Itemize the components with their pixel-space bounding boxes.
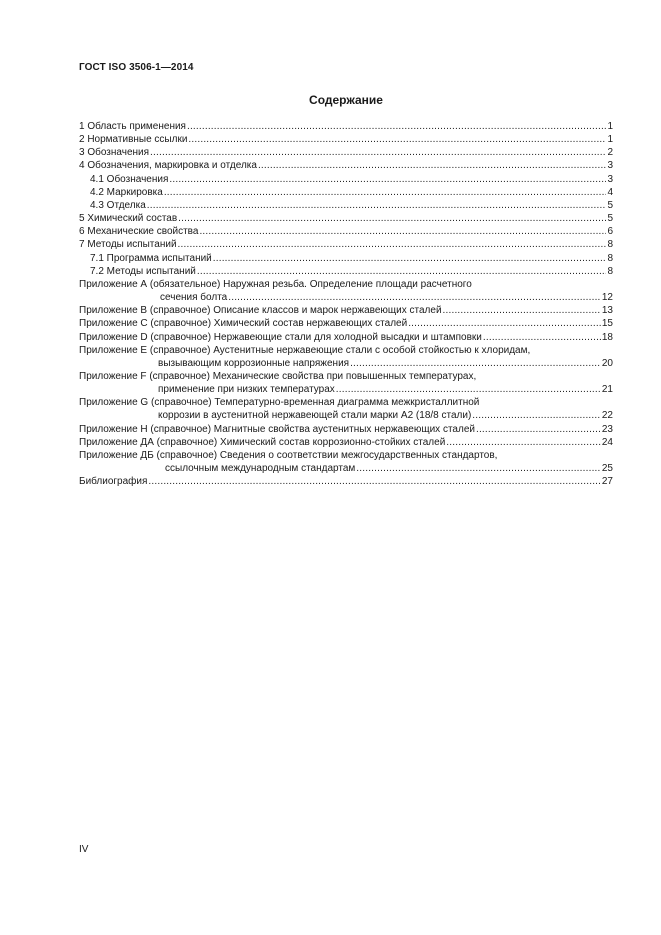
toc-appendix-entry[interactable]	[79, 436, 613, 449]
dot-leader	[258, 159, 607, 172]
toc-entry-label: Приложение ДА (справочное) Химический состав коррозионно-стойких сталей	[79, 436, 446, 448]
dot-leader	[228, 291, 601, 304]
toc-entry-page: 22	[601, 410, 613, 422]
dot-leader	[164, 186, 607, 199]
toc-entry-label-continued: применение при низких температурах	[158, 384, 335, 396]
toc-entry-label: 4.2 Маркировка	[90, 186, 163, 198]
dot-leader	[443, 304, 601, 317]
toc-entry-page: 18	[601, 331, 613, 343]
toc-entry-label: 1 Область применения	[79, 121, 186, 132]
toc-entry-label: Приложение F (справочное) Механические свойства при повышенных температурах,	[79, 370, 477, 382]
toc-entry[interactable]	[79, 212, 613, 225]
toc-entry-page: 23	[601, 423, 613, 435]
toc-appendix-entry[interactable]	[79, 370, 613, 396]
toc-subentry[interactable]	[79, 199, 613, 212]
toc-entry-label: Библиография	[79, 476, 148, 488]
toc-entry-page: 8	[607, 239, 613, 251]
toc-entry-label: 2 Нормативные ссылки	[79, 134, 188, 146]
toc-entry-page: 8	[607, 265, 613, 277]
toc-entry-label: Приложение ДБ (справочное) Сведения о соответствии межгосударственных стандартов,	[79, 449, 498, 461]
document-code: ГОСТ ISO 3506-1—2014	[79, 62, 194, 73]
toc-entry-label: 4 Обозначения, маркировка и отделка	[79, 160, 257, 172]
toc-entry-label: 7.1 Программа испытаний	[90, 252, 212, 264]
toc-appendix-entry[interactable]	[79, 317, 613, 330]
toc-subentry[interactable]	[79, 252, 613, 265]
dot-leader	[476, 423, 601, 436]
toc-entry-page: 24	[601, 436, 613, 448]
page-number: IV	[79, 844, 89, 855]
dot-leader	[188, 133, 606, 146]
toc-entry-page: 8	[607, 252, 613, 264]
toc-entry-label: 5 Химический состав	[79, 213, 178, 225]
toc-entry-label: 7 Методы испытаний	[79, 239, 177, 251]
dot-leader	[178, 212, 606, 225]
toc-appendix-entry[interactable]	[79, 449, 613, 475]
table-of-contents	[79, 120, 613, 488]
toc-appendix-entry[interactable]	[79, 331, 613, 344]
dot-leader	[356, 462, 601, 475]
dot-leader	[150, 146, 606, 159]
toc-entry-page: 1	[607, 134, 613, 146]
toc-entry-label-continued: коррозии в аустенитной нержавеющей стали марки А2 (18/8 стали)	[158, 410, 472, 422]
dot-leader	[446, 436, 601, 449]
toc-entry-page: 15	[601, 318, 613, 330]
toc-entry-page: 3	[607, 173, 613, 185]
toc-entry-page: 3	[607, 160, 613, 172]
dot-leader	[197, 265, 607, 278]
toc-entry-label-continued: сечения болта	[160, 292, 228, 304]
toc-entry[interactable]	[79, 225, 613, 238]
toc-entry-page: 12	[601, 292, 613, 304]
toc-title: Содержание	[309, 93, 383, 107]
toc-entry-page: 2	[607, 147, 613, 159]
toc-entry-label: Приложение D (справочное) Нержавеющие стали для холодной высадки и штамповки	[79, 331, 482, 343]
toc-entry-page: 5	[607, 213, 613, 225]
dot-leader	[350, 357, 601, 370]
toc-appendix-entry[interactable]	[79, 304, 613, 317]
toc-entry-label: 4.3 Отделка	[90, 199, 146, 211]
toc-entry-label: Приложение Е (справочное) Аустенитные нержавеющие стали с особой стойкостью к хлоридам,	[79, 344, 531, 356]
toc-appendix-entry[interactable]	[79, 278, 613, 304]
toc-entry[interactable]	[79, 120, 613, 133]
toc-entry-label: Приложение Н (справочное) Магнитные свойства аустенитных нержавеющих сталей	[79, 423, 475, 435]
toc-entry[interactable]	[79, 238, 613, 251]
toc-entry-label: 4.1 Обозначения	[90, 173, 169, 185]
toc-entry-page: 27	[601, 476, 613, 488]
toc-appendix-entry[interactable]	[79, 396, 613, 422]
toc-entry-page: 20	[601, 357, 613, 369]
toc-entry-page: 21	[601, 384, 613, 396]
toc-entry[interactable]	[79, 133, 613, 146]
toc-subentry[interactable]	[79, 265, 613, 278]
toc-entry-label: Приложение С (справочное) Химический состав нержавеющих сталей	[79, 318, 408, 330]
toc-entry[interactable]	[79, 159, 613, 172]
dot-leader	[213, 252, 607, 265]
toc-entry-page: 13	[601, 305, 613, 317]
toc-appendix-entry[interactable]	[79, 344, 613, 370]
toc-subentry[interactable]	[79, 186, 613, 199]
dot-leader	[483, 331, 601, 344]
dot-leader	[148, 475, 600, 488]
dot-leader	[472, 409, 601, 422]
dot-leader	[169, 173, 606, 186]
toc-entry-label-continued: ссылочным международным стандартам	[165, 463, 356, 475]
dot-leader	[408, 317, 601, 330]
toc-entry-label-continued: вызывающим коррозионные напряжения	[158, 357, 350, 369]
toc-entry-page: 6	[607, 226, 613, 238]
dot-leader	[147, 199, 607, 212]
toc-entry[interactable]	[79, 146, 613, 159]
toc-entry-label: 6 Механические свойства	[79, 226, 199, 238]
toc-entry-label: Приложение G (справочное) Температурно-временная диаграмма межкристаллитной	[79, 397, 480, 409]
toc-entry-bibliography[interactable]	[79, 475, 613, 488]
dot-leader	[336, 383, 601, 396]
dot-leader	[187, 120, 606, 133]
toc-entry-page: 25	[601, 463, 613, 475]
dot-leader	[178, 238, 607, 251]
toc-entry-page: 5	[607, 199, 613, 211]
toc-appendix-entry[interactable]	[79, 423, 613, 436]
toc-entry-page: 4	[607, 186, 613, 198]
toc-entry-label: 7.2 Методы испытаний	[90, 265, 196, 277]
toc-entry-label: 3 Обозначения	[79, 147, 150, 159]
toc-entry-label: Приложение В (справочное) Описание классов и марок нержавеющих сталей	[79, 305, 442, 317]
toc-subentry[interactable]	[79, 173, 613, 186]
toc-entry-label: Приложение А (обязательное) Наружная резьба. Определение площади расчетного	[79, 278, 472, 290]
toc-entry-page: 1	[607, 121, 613, 132]
dot-leader	[199, 225, 606, 238]
